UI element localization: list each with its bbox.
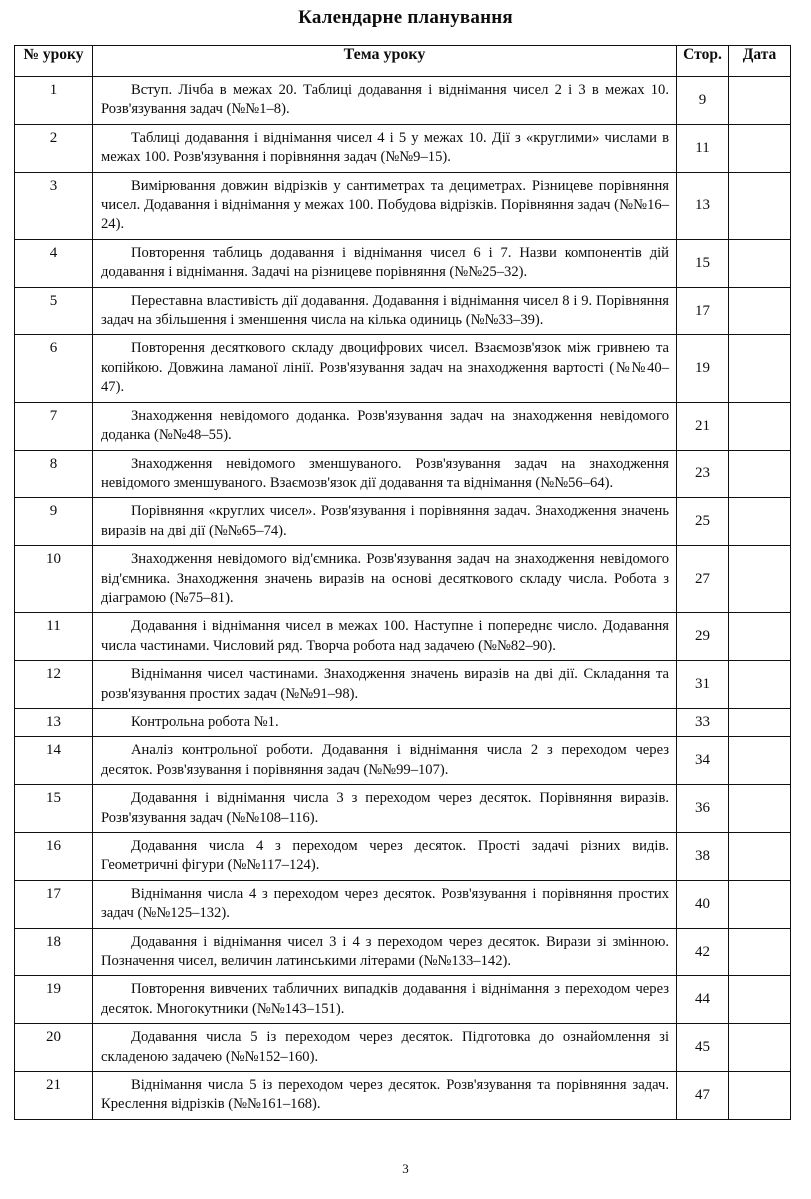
- lesson-number-cell: 8: [15, 450, 93, 498]
- lesson-number-cell: 17: [15, 880, 93, 928]
- page-reference-cell: 42: [677, 928, 729, 976]
- lesson-topic-cell: Вимірювання довжин відрізків у сантиметрах та дециметрах. Різницеве порівняння чисел. Додавання і віднімання у межах 100. Побудова відрізків. Порівняння задач (№№16–24).: [93, 172, 677, 239]
- lesson-number-cell: 15: [15, 785, 93, 833]
- date-entry-cell[interactable]: [729, 546, 791, 613]
- page-reference-cell: 11: [677, 124, 729, 172]
- date-entry-cell[interactable]: [729, 1024, 791, 1072]
- date-entry-cell[interactable]: [729, 124, 791, 172]
- table-body: [15, 77, 791, 1120]
- table-row: [15, 450, 791, 498]
- date-entry-cell[interactable]: [729, 708, 791, 736]
- page-reference-cell: 36: [677, 785, 729, 833]
- lesson-topic-cell: Додавання і віднімання чисел в межах 100. Наступне і попереднє число. Додавання числа частинами. Числовий ряд. Творча робота над задачею (№№82–90).: [93, 613, 677, 661]
- table-row: [15, 498, 791, 546]
- date-entry-cell[interactable]: [729, 785, 791, 833]
- page-number: 3: [402, 1161, 409, 1176]
- lesson-number-cell: 20: [15, 1024, 93, 1072]
- date-entry-cell[interactable]: [729, 737, 791, 785]
- lesson-topic-cell: Контрольна робота №1.: [93, 708, 677, 736]
- table-row: [15, 402, 791, 450]
- table-row: [15, 239, 791, 287]
- date-entry-cell[interactable]: [729, 833, 791, 881]
- date-entry-cell[interactable]: [729, 77, 791, 125]
- table-row: [15, 708, 791, 736]
- table-row: [15, 976, 791, 1024]
- page-reference-cell: 21: [677, 402, 729, 450]
- lesson-number-cell: 18: [15, 928, 93, 976]
- date-entry-cell[interactable]: [729, 613, 791, 661]
- lesson-number-cell: 7: [15, 402, 93, 450]
- table-row: [15, 613, 791, 661]
- table-header: [15, 46, 791, 77]
- lesson-topic-cell: Переставна властивість дії додавання. Додавання і віднімання чисел 8 і 9. Порівняння задач на збільшення і зменшення числа на кілька одиниць (№№33–39).: [93, 287, 677, 335]
- lesson-topic-cell: Аналіз контрольної роботи. Додавання і віднімання числа 2 з переходом через десяток. Розв'язування і порівняння задач (№№99–107).: [93, 737, 677, 785]
- lesson-topic-cell: Додавання числа 4 з переходом через десяток. Прості задачі різних видів. Геометричні фігури (№№117–124).: [93, 833, 677, 881]
- page-reference-cell: 45: [677, 1024, 729, 1072]
- page-reference-cell: 27: [677, 546, 729, 613]
- lesson-topic-cell: Знаходження невідомого доданка. Розв'язування задач на знаходження невідомого доданка (№№48–55).: [93, 402, 677, 450]
- lesson-topic-cell: Додавання і віднімання числа 3 з переходом через десяток. Порівняння виразів. Розв'язування задач (№№108–116).: [93, 785, 677, 833]
- lesson-topic-cell: Віднімання числа 5 із переходом через десяток. Розв'язування та порівняння задач. Креслення відрізків (№№161–168).: [93, 1072, 677, 1120]
- table-row: [15, 77, 791, 125]
- column-header-lesson-number: № уроку: [15, 46, 93, 77]
- lesson-number-cell: 13: [15, 708, 93, 736]
- page-reference-cell: 13: [677, 172, 729, 239]
- date-entry-cell[interactable]: [729, 976, 791, 1024]
- table-row: [15, 1072, 791, 1120]
- lesson-number-cell: 6: [15, 335, 93, 402]
- table-row: [15, 287, 791, 335]
- page-reference-cell: 40: [677, 880, 729, 928]
- date-entry-cell[interactable]: [729, 335, 791, 402]
- table-row: [15, 661, 791, 709]
- page-reference-cell: 47: [677, 1072, 729, 1120]
- lesson-number-cell: 16: [15, 833, 93, 881]
- lesson-number-cell: 19: [15, 976, 93, 1024]
- table-row: [15, 1024, 791, 1072]
- lesson-number-cell: 2: [15, 124, 93, 172]
- date-entry-cell[interactable]: [729, 287, 791, 335]
- lesson-number-cell: 12: [15, 661, 93, 709]
- lesson-topic-cell: Додавання числа 5 із переходом через десяток. Підготовка до ознайомлення зі складеною задачею (№№152–160).: [93, 1024, 677, 1072]
- table-row: [15, 172, 791, 239]
- lesson-topic-cell: Віднімання числа 4 з переходом через десяток. Розв'язування і порівняння простих задач (№№125–132).: [93, 880, 677, 928]
- page-reference-cell: 38: [677, 833, 729, 881]
- lesson-number-cell: 3: [15, 172, 93, 239]
- page-reference-cell: 34: [677, 737, 729, 785]
- table-row: [15, 785, 791, 833]
- lesson-topic-cell: Повторення таблиць додавання і віднімання чисел 6 і 7. Назви компонентів дій додавання і віднімання. Задачі на різницеве порівняння (№№25–32).: [93, 239, 677, 287]
- lesson-number-cell: 10: [15, 546, 93, 613]
- lesson-number-cell: 14: [15, 737, 93, 785]
- lesson-topic-cell: Таблиці додавання і віднімання чисел 4 і 5 у межах 10. Дії з «круглими» числами в межах 100. Розв'язування і порівняння задач (№№9–15).: [93, 124, 677, 172]
- lesson-number-cell: 21: [15, 1072, 93, 1120]
- date-entry-cell[interactable]: [729, 172, 791, 239]
- date-entry-cell[interactable]: [729, 1072, 791, 1120]
- lesson-number-cell: 1: [15, 77, 93, 125]
- date-entry-cell[interactable]: [729, 880, 791, 928]
- table-row: [15, 737, 791, 785]
- page-reference-cell: 19: [677, 335, 729, 402]
- page-reference-cell: 33: [677, 708, 729, 736]
- page-reference-cell: 23: [677, 450, 729, 498]
- table-row: [15, 546, 791, 613]
- column-header-topic: Тема уроку: [93, 46, 677, 77]
- page-reference-cell: 25: [677, 498, 729, 546]
- page-title: Календарне планування: [298, 7, 513, 28]
- lesson-topic-cell: Повторення десяткового складу двоцифрових чисел. Взаємозв'язок між гривнею та копійкою. Довжина ламаної лінії. Розв'язування задач на знаходження вартості (№№40–47).: [93, 335, 677, 402]
- table-header-row: [15, 46, 791, 77]
- page-reference-cell: 17: [677, 287, 729, 335]
- lesson-number-cell: 5: [15, 287, 93, 335]
- date-entry-cell[interactable]: [729, 498, 791, 546]
- table-row: [15, 124, 791, 172]
- lesson-topic-cell: Віднімання чисел частинами. Знаходження значень виразів на дві дії. Складання та розв'язування простих задач (№№91–98).: [93, 661, 677, 709]
- lesson-number-cell: 11: [15, 613, 93, 661]
- lesson-topic-cell: Додавання і віднімання чисел 3 і 4 з переходом через десяток. Вирази зі змінною. Позначення чисел, величин латинськими літерами (№№133–142).: [93, 928, 677, 976]
- lesson-topic-cell: Порівняння «круглих чисел». Розв'язування і порівняння задач. Знаходження значень виразів на дві дії (№№65–74).: [93, 498, 677, 546]
- date-entry-cell[interactable]: [729, 402, 791, 450]
- calendar-planning-table: [14, 45, 791, 1120]
- page-reference-cell: 44: [677, 976, 729, 1024]
- lesson-topic-cell: Знаходження невідомого зменшуваного. Розв'язування задач на знаходження невідомого зменшуваного. Взаємозв'язок дії додавання та віднімання (№№56–64).: [93, 450, 677, 498]
- column-header-date: Дата: [729, 46, 791, 77]
- table-row: [15, 880, 791, 928]
- date-entry-cell[interactable]: [729, 239, 791, 287]
- lesson-topic-cell: Знаходження невідомого від'ємника. Розв'язування задач на знаходження невідомого від'ємника. Знаходження значень виразів на основі десяткового складу числа. Робота з діаграмою (№75–81).: [93, 546, 677, 613]
- lesson-number-cell: 4: [15, 239, 93, 287]
- lesson-topic-cell: Вступ. Лічба в межах 20. Таблиці додавання і віднімання чисел 2 і 3 в межах 10. Розв'язування задач (№№1–8).: [93, 77, 677, 125]
- page-reference-cell: 31: [677, 661, 729, 709]
- lesson-topic-cell: Повторення вивчених табличних випадків додавання і віднімання з переходом через десяток. Многокутники (№№143–151).: [93, 976, 677, 1024]
- lesson-number-cell: 9: [15, 498, 93, 546]
- date-entry-cell[interactable]: [729, 450, 791, 498]
- date-entry-cell[interactable]: [729, 661, 791, 709]
- table-row: [15, 833, 791, 881]
- date-entry-cell[interactable]: [729, 928, 791, 976]
- page-reference-cell: 9: [677, 77, 729, 125]
- table-row: [15, 335, 791, 402]
- column-header-page: Стор.: [677, 46, 729, 77]
- page-reference-cell: 15: [677, 239, 729, 287]
- page-reference-cell: 29: [677, 613, 729, 661]
- table-row: [15, 928, 791, 976]
